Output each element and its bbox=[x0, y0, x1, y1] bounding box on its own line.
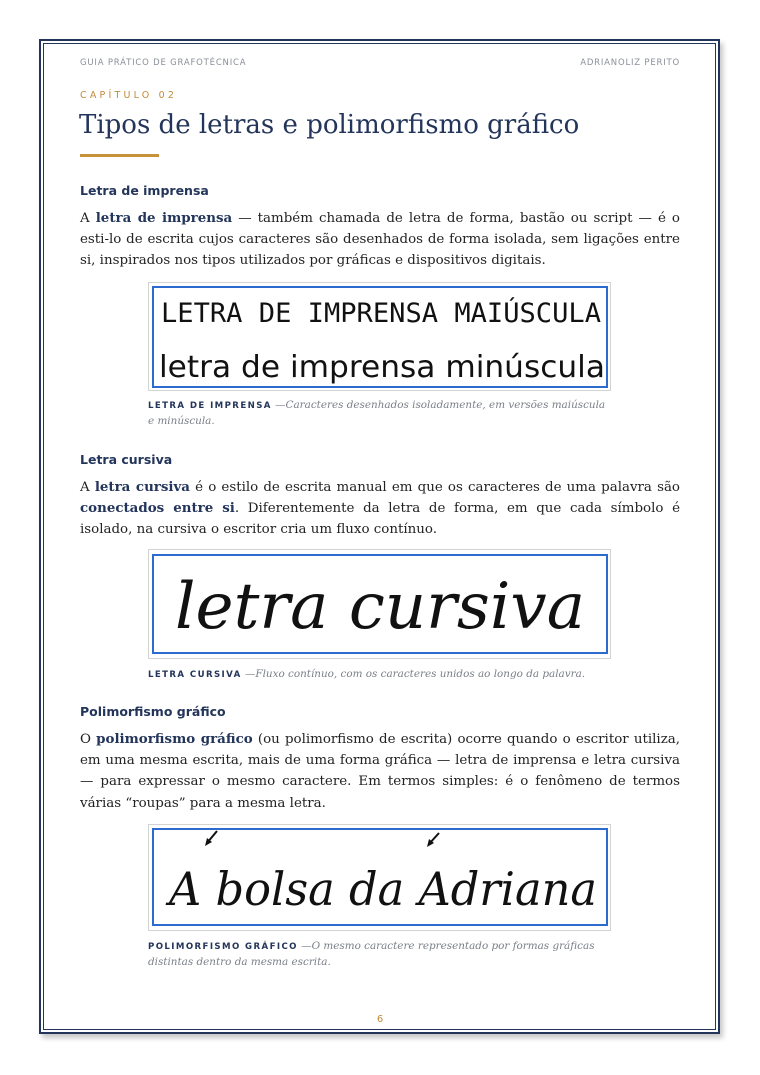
cursiva-line: letra cursiva bbox=[175, 570, 585, 644]
imprensa-lowercase-line: letra de imprensa minúscula bbox=[159, 350, 605, 385]
polimorfismo-line: A bolsa da Adriana bbox=[165, 862, 597, 916]
bold-term: letra de imprensa bbox=[95, 210, 233, 226]
bold-term: letra cursiva bbox=[94, 479, 190, 495]
running-header bbox=[80, 58, 680, 68]
paragraph-imprensa bbox=[80, 208, 680, 272]
handwriting-imprensa bbox=[149, 283, 612, 392]
paragraph-polimorfismo bbox=[80, 729, 680, 814]
figure-polimorfismo bbox=[148, 824, 611, 931]
section-heading-polimorfismo: Polimorfismo gráfico bbox=[80, 704, 226, 719]
caption-label: LETRA DE IMPRENSA bbox=[148, 401, 272, 411]
header-author: ADRIANOLIZ PERITO bbox=[580, 58, 680, 68]
imprensa-uppercase-line: LETRA DE IMPRENSA MAIÚSCULA bbox=[161, 298, 600, 329]
text-run: é o estilo de escrita manual em que os caracteres de uma palavra são bbox=[189, 480, 680, 495]
handwriting-polimorfismo bbox=[149, 825, 612, 932]
caption-text: —Caracteres desenhados isoladamente, em versões maiúscula e minúscula. bbox=[148, 399, 606, 427]
paragraph-cursiva bbox=[80, 477, 680, 541]
text-run: — também chamada de letra de forma, bastão ou script — é o esti-lo de escrita cujos caracteres são desenhados de forma isolada, sem ligações entre si, inspirados nos tipos utilizados por gráficas e dispositivos digitais. bbox=[80, 211, 680, 269]
page-number: 6 bbox=[376, 1014, 384, 1025]
figure-imprensa bbox=[148, 282, 611, 391]
text-run: O bbox=[80, 732, 97, 747]
figure-cursiva bbox=[148, 549, 611, 659]
caption-text: —Fluxo contínuo, com os caracteres unidos ao longo da palavra. bbox=[241, 668, 586, 680]
arrow-marker-icon bbox=[205, 831, 217, 846]
section-heading-imprensa: Letra de imprensa bbox=[80, 183, 209, 198]
caption-polimorfismo bbox=[148, 939, 608, 970]
text-run: A bbox=[80, 480, 95, 495]
chapter-title: Tipos de letras e polimorfismo gráfico bbox=[79, 110, 580, 140]
title-underline bbox=[80, 154, 159, 157]
text-run: (ou polimorfismo de escrita) ocorre quando o escritor utiliza, em uma mesma escrita, mais de uma forma gráfica — letra de imprensa e letra cursiva — para expressar o mesmo caractere. Em termos simples: é o fenômeno de termos várias “roupas” para a mesma letra. bbox=[80, 732, 680, 811]
handwriting-cursiva bbox=[149, 550, 612, 660]
arrow-marker-icon bbox=[427, 833, 439, 847]
caption-text: —O mesmo caractere representado por formas gráficas distintas dentro da mesma escrita. bbox=[148, 940, 595, 968]
bold-term: conectados entre si bbox=[80, 500, 235, 517]
text-run: . Diferentemente da letra de forma, em que cada símbolo é isolado, na cursiva o escritor cria um fluxo contínuo. bbox=[80, 501, 680, 538]
caption-imprensa bbox=[148, 398, 608, 429]
header-book-title: GUIA PRÁTICO DE GRAFOTÉCNICA bbox=[80, 58, 247, 68]
caption-label: LETRA CURSIVA bbox=[148, 670, 242, 680]
caption-label: POLIMORFISMO GRÁFICO bbox=[148, 942, 298, 952]
chapter-label: CAPÍTULO 02 bbox=[80, 90, 178, 101]
bold-term: polimorfismo gráfico bbox=[96, 731, 253, 747]
caption-cursiva bbox=[148, 667, 608, 683]
section-heading-cursiva: Letra cursiva bbox=[80, 452, 173, 467]
text-run: A bbox=[80, 211, 96, 226]
